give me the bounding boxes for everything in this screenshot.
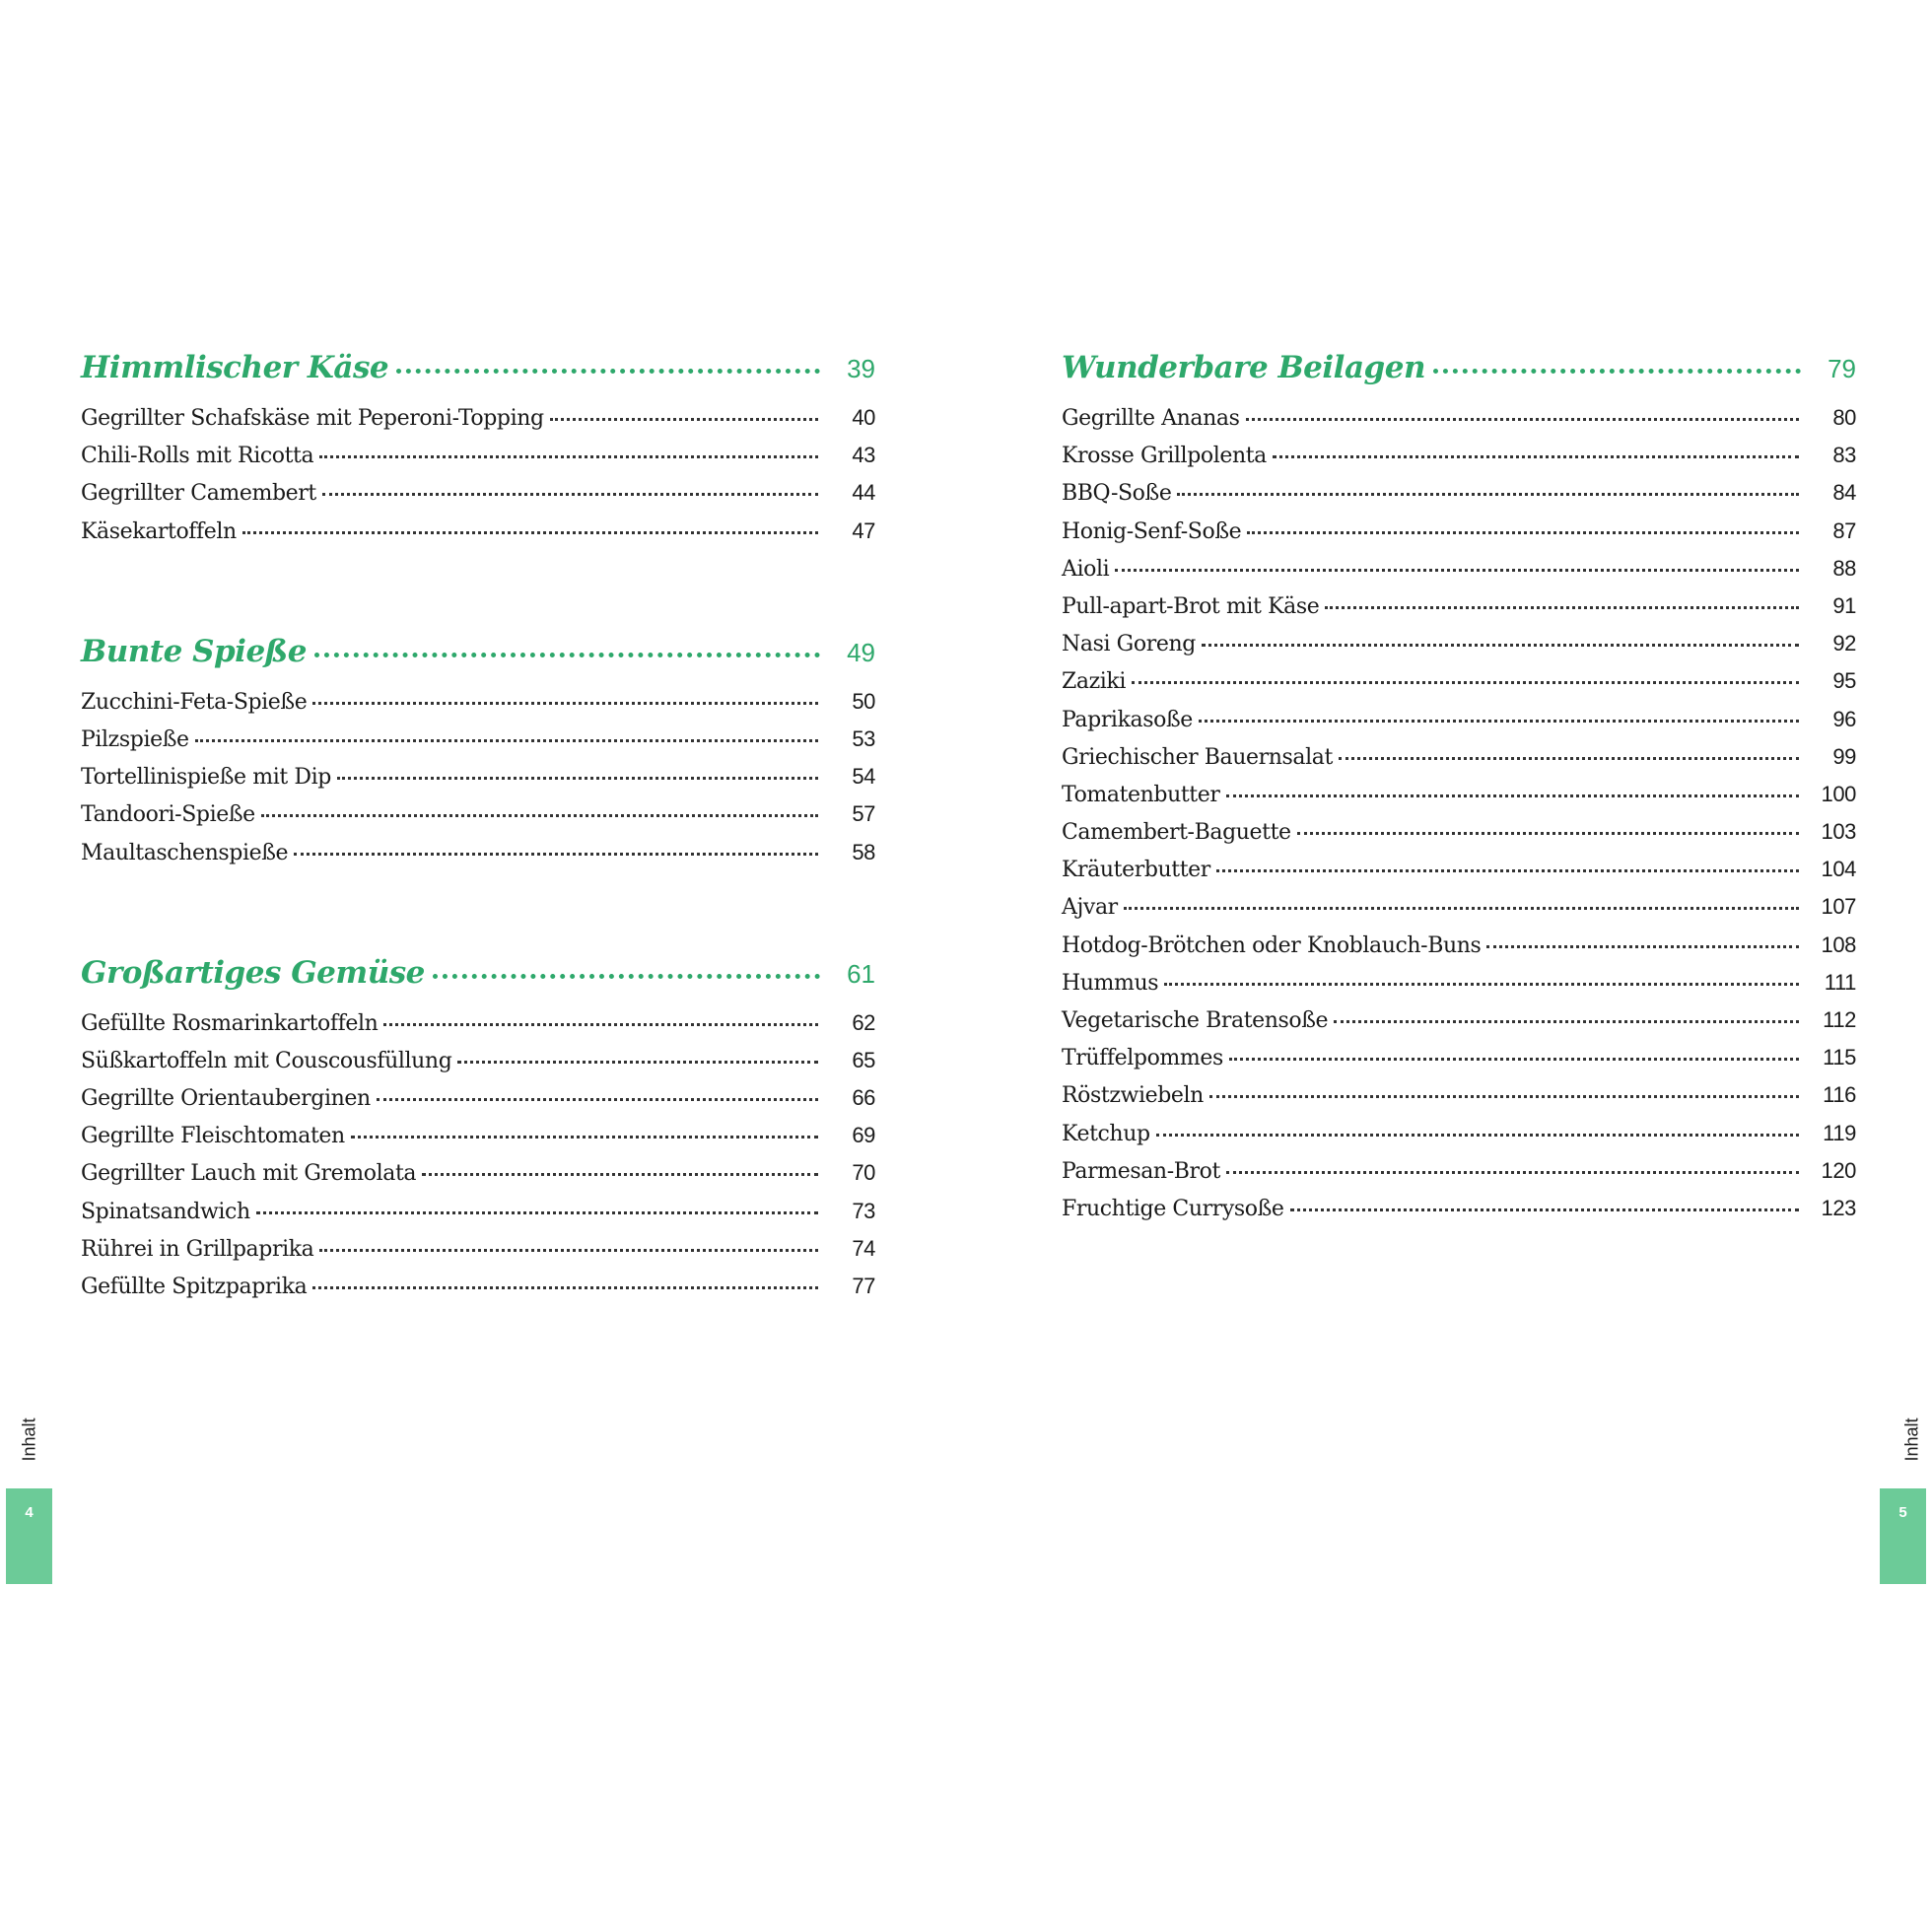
- recipe-title: Zaziki: [1062, 669, 1126, 695]
- dot-leader: [1124, 907, 1799, 910]
- dot-leader: [256, 1211, 818, 1214]
- toc-entry: [1062, 593, 1856, 631]
- toc-entry: [81, 801, 875, 839]
- recipe-page-number: 119: [1823, 1120, 1856, 1145]
- recipe-page-number: 123: [1821, 1195, 1856, 1220]
- recipe-title: Honig-Senf-Soße: [1062, 518, 1242, 544]
- dot-leader: [242, 531, 818, 534]
- recipe-title: Röstzwiebeln: [1062, 1083, 1204, 1109]
- recipe-title: Ajvar: [1062, 895, 1118, 921]
- toc-section: [81, 350, 875, 556]
- dot-leader: [550, 418, 818, 421]
- recipe-page-number: 87: [1832, 518, 1856, 543]
- toc-entry: [81, 405, 875, 443]
- recipe-page-number: 65: [852, 1047, 875, 1072]
- recipe-page-number: 115: [1823, 1045, 1856, 1070]
- toc-entry: [81, 840, 875, 877]
- dot-leader: [1199, 720, 1799, 723]
- recipe-page-number: 83: [1832, 443, 1856, 468]
- dot-leader: [322, 493, 818, 496]
- toc-entry: [1062, 1121, 1856, 1158]
- toc-entry: [1062, 443, 1856, 480]
- toc-entry: [81, 1236, 875, 1274]
- toc-entry: [1062, 894, 1856, 932]
- section-page-number: 39: [847, 354, 875, 383]
- toc-entry: [1062, 819, 1856, 857]
- toc-entry: [81, 443, 875, 480]
- recipe-title: Tandoori-Spieße: [81, 802, 255, 828]
- recipe-title: Maultaschenspieße: [81, 840, 289, 865]
- dot-leader: [1209, 1095, 1799, 1098]
- dot-leader: [1339, 757, 1799, 760]
- toc-entry: [81, 1085, 875, 1123]
- dot-leader: [1334, 1020, 1799, 1023]
- recipe-page-number: 50: [852, 688, 875, 714]
- toc-section: [81, 955, 875, 1312]
- recipe-title: Gefüllte Rosmarinkartoffeln: [81, 1010, 379, 1036]
- recipe-page-number: 92: [1832, 631, 1856, 656]
- running-head-right: Inhalt: [1901, 1417, 1922, 1462]
- dot-leader: [312, 1286, 818, 1289]
- section-title: Bunte Spieße: [81, 633, 307, 669]
- toc-entry: [1062, 857, 1856, 894]
- dot-leader: [1486, 945, 1799, 948]
- toc-entry: [1062, 1045, 1856, 1082]
- section-title: Himmlischer Käse: [81, 350, 389, 385]
- recipe-title: BBQ-Soße: [1062, 481, 1172, 507]
- recipe-page-number: 100: [1821, 781, 1856, 806]
- dot-leader: [1177, 493, 1799, 496]
- recipe-page-number: 40: [852, 405, 875, 430]
- recipe-title: Gegrillter Schafskäse mit Peperoni-Topping: [81, 406, 544, 431]
- toc-entry: [81, 726, 875, 764]
- recipe-title: Parmesan-Brot: [1062, 1158, 1220, 1184]
- dot-leader: [195, 739, 818, 742]
- section-heading: [81, 634, 875, 677]
- toc-entry: [81, 1010, 875, 1048]
- toc-entry: [1062, 1082, 1856, 1120]
- page-number-tab-right: 5: [1880, 1488, 1926, 1584]
- dot-leader: [396, 369, 820, 374]
- recipe-title: Zucchini-Feta-Spieße: [81, 689, 308, 715]
- recipe-title: Hummus: [1062, 970, 1159, 996]
- recipe-page-number: 43: [852, 443, 875, 468]
- recipe-page-number: 53: [852, 725, 875, 751]
- recipe-page-number: 111: [1824, 969, 1856, 995]
- recipe-title: Gegrillte Orientauberginen: [81, 1086, 371, 1112]
- dot-leader: [1273, 455, 1799, 458]
- recipe-page-number: 112: [1823, 1007, 1856, 1032]
- recipe-page-number: 73: [852, 1198, 875, 1223]
- recipe-title: Kräuterbutter: [1062, 858, 1210, 883]
- recipe-page-number: 62: [852, 1009, 875, 1035]
- recipe-title: Camembert-Baguette: [1062, 820, 1291, 846]
- recipe-page-number: 107: [1821, 894, 1856, 920]
- toc-entry: [1062, 744, 1856, 782]
- recipe-page-number: 108: [1821, 932, 1856, 957]
- recipe-title: Tortellinispieße mit Dip: [81, 765, 331, 791]
- toc-section: [1062, 350, 1856, 1233]
- dot-leader: [261, 814, 818, 817]
- recipe-page-number: 116: [1823, 1082, 1856, 1108]
- toc-entry: [1062, 480, 1856, 518]
- dot-leader: [1115, 569, 1799, 572]
- recipe-page-number: 69: [852, 1123, 875, 1148]
- running-head-left: Inhalt: [19, 1417, 39, 1462]
- toc-entry: [1062, 707, 1856, 744]
- recipe-title: Gegrillte Ananas: [1062, 406, 1240, 431]
- toc-entry: [1062, 1196, 1856, 1233]
- recipe-title: Krosse Grillpolenta: [1062, 444, 1267, 469]
- toc-left-column: [81, 350, 875, 1311]
- toc-entry: [81, 764, 875, 801]
- recipe-title: Spinatsandwich: [81, 1199, 250, 1224]
- section-page-number: 79: [1828, 354, 1856, 383]
- dot-leader: [1325, 606, 1799, 609]
- recipe-page-number: 57: [852, 801, 875, 827]
- dot-leader: [1216, 869, 1799, 872]
- recipe-page-number: 103: [1821, 819, 1856, 845]
- dot-leader: [1156, 1134, 1799, 1137]
- dot-leader: [294, 853, 818, 856]
- toc-entry: [81, 1199, 875, 1236]
- dot-leader: [1433, 369, 1801, 374]
- recipe-title: Hotdog-Brötchen oder Knoblauch-Buns: [1062, 932, 1482, 958]
- toc-entry: [81, 1274, 875, 1311]
- recipe-title: Gegrillter Lauch mit Gremolata: [81, 1161, 417, 1187]
- recipe-page-number: 47: [852, 518, 875, 543]
- toc-entry: [1062, 782, 1856, 819]
- recipe-page-number: 88: [1832, 555, 1856, 581]
- recipe-title: Tomatenbutter: [1062, 782, 1220, 807]
- recipe-page-number: 84: [1832, 480, 1856, 506]
- toc-entry: [1062, 556, 1856, 593]
- recipe-page-number: 44: [852, 480, 875, 506]
- dot-leader: [351, 1136, 818, 1138]
- toc-entry: [1062, 932, 1856, 970]
- recipe-title: Gefüllte Spitzpaprika: [81, 1275, 308, 1299]
- toc-entry: [81, 1123, 875, 1160]
- toc-entry: [1062, 668, 1856, 706]
- toc-entry: [81, 480, 875, 518]
- section-heading: [81, 955, 875, 999]
- toc-entry: [81, 518, 875, 556]
- recipe-page-number: 120: [1821, 1157, 1856, 1183]
- recipe-page-number: 96: [1832, 706, 1856, 731]
- dot-leader: [1164, 983, 1799, 986]
- section-heading: [81, 350, 875, 393]
- recipe-page-number: 70: [852, 1160, 875, 1186]
- dot-leader: [319, 1249, 818, 1252]
- dot-leader: [312, 702, 818, 705]
- dot-leader: [1132, 681, 1799, 684]
- toc-entry: [1062, 970, 1856, 1007]
- recipe-page-number: 54: [852, 764, 875, 790]
- recipe-title: Trüffelpommes: [1062, 1046, 1223, 1071]
- recipe-page-number: 104: [1821, 857, 1856, 882]
- toc-entry: [1062, 1007, 1856, 1045]
- recipe-title: Käsekartoffeln: [81, 518, 237, 544]
- toc-entry: [81, 689, 875, 726]
- section-title: Großartiges Gemüse: [81, 954, 425, 991]
- toc-entry: [1062, 631, 1856, 668]
- recipe-title: Ketchup: [1062, 1121, 1150, 1146]
- recipe-title: Süßkartoffeln mit Couscousfüllung: [81, 1048, 452, 1073]
- dot-leader: [383, 1023, 818, 1026]
- recipe-title: Pilzspieße: [81, 726, 189, 752]
- recipe-page-number: 99: [1832, 743, 1856, 769]
- recipe-title: Chili-Rolls mit Ricotta: [81, 444, 314, 469]
- toc-entry: [1062, 405, 1856, 443]
- dot-leader: [433, 974, 820, 979]
- dot-leader: [422, 1173, 818, 1176]
- recipe-page-number: 80: [1832, 405, 1856, 430]
- toc-entry: [81, 1048, 875, 1085]
- dot-leader: [319, 455, 818, 458]
- dot-leader: [1226, 794, 1800, 797]
- dot-leader: [337, 777, 818, 780]
- toc-entry: [81, 1160, 875, 1198]
- recipe-page-number: 74: [852, 1235, 875, 1261]
- page-number-tab-left: 4: [6, 1488, 52, 1584]
- recipe-title: Aioli: [1062, 556, 1110, 582]
- section-title: Wunderbare Beilagen: [1062, 350, 1425, 385]
- recipe-title: Pull-apart-Brot mit Käse: [1062, 593, 1320, 619]
- dot-leader: [457, 1061, 818, 1064]
- dot-leader: [1202, 644, 1799, 647]
- toc-entry: [1062, 1158, 1856, 1196]
- dot-leader: [1246, 418, 1799, 421]
- dot-leader: [377, 1098, 818, 1101]
- dot-leader: [1226, 1171, 1799, 1174]
- dot-leader: [1297, 832, 1799, 835]
- dot-leader: [1247, 531, 1799, 534]
- recipe-title: Vegetarische Bratensoße: [1062, 1008, 1329, 1033]
- recipe-title: Fruchtige Currysoße: [1062, 1196, 1284, 1221]
- recipe-page-number: 66: [852, 1085, 875, 1111]
- recipe-title: Griechischer Bauernsalat: [1062, 744, 1333, 770]
- recipe-title: Gegrillter Camembert: [81, 481, 316, 507]
- section-page-number: 49: [847, 637, 875, 667]
- recipe-title: Paprikasoße: [1062, 707, 1193, 732]
- recipe-page-number: 95: [1832, 668, 1856, 694]
- dot-leader: [314, 653, 820, 657]
- dot-leader: [1290, 1208, 1799, 1211]
- recipe-page-number: 58: [852, 839, 875, 864]
- recipe-title: Rührei in Grillpaprika: [81, 1236, 314, 1262]
- recipe-page-number: 77: [852, 1274, 875, 1298]
- toc-right-column: [1062, 350, 1856, 1233]
- recipe-title: Gegrillte Fleischtomaten: [81, 1124, 345, 1149]
- section-page-number: 61: [847, 958, 875, 989]
- toc-section: [81, 634, 875, 877]
- section-heading: [1062, 350, 1856, 393]
- toc-entry: [1062, 518, 1856, 556]
- dot-leader: [1229, 1058, 1799, 1061]
- recipe-page-number: 91: [1832, 592, 1856, 618]
- recipe-title: Nasi Goreng: [1062, 632, 1196, 657]
